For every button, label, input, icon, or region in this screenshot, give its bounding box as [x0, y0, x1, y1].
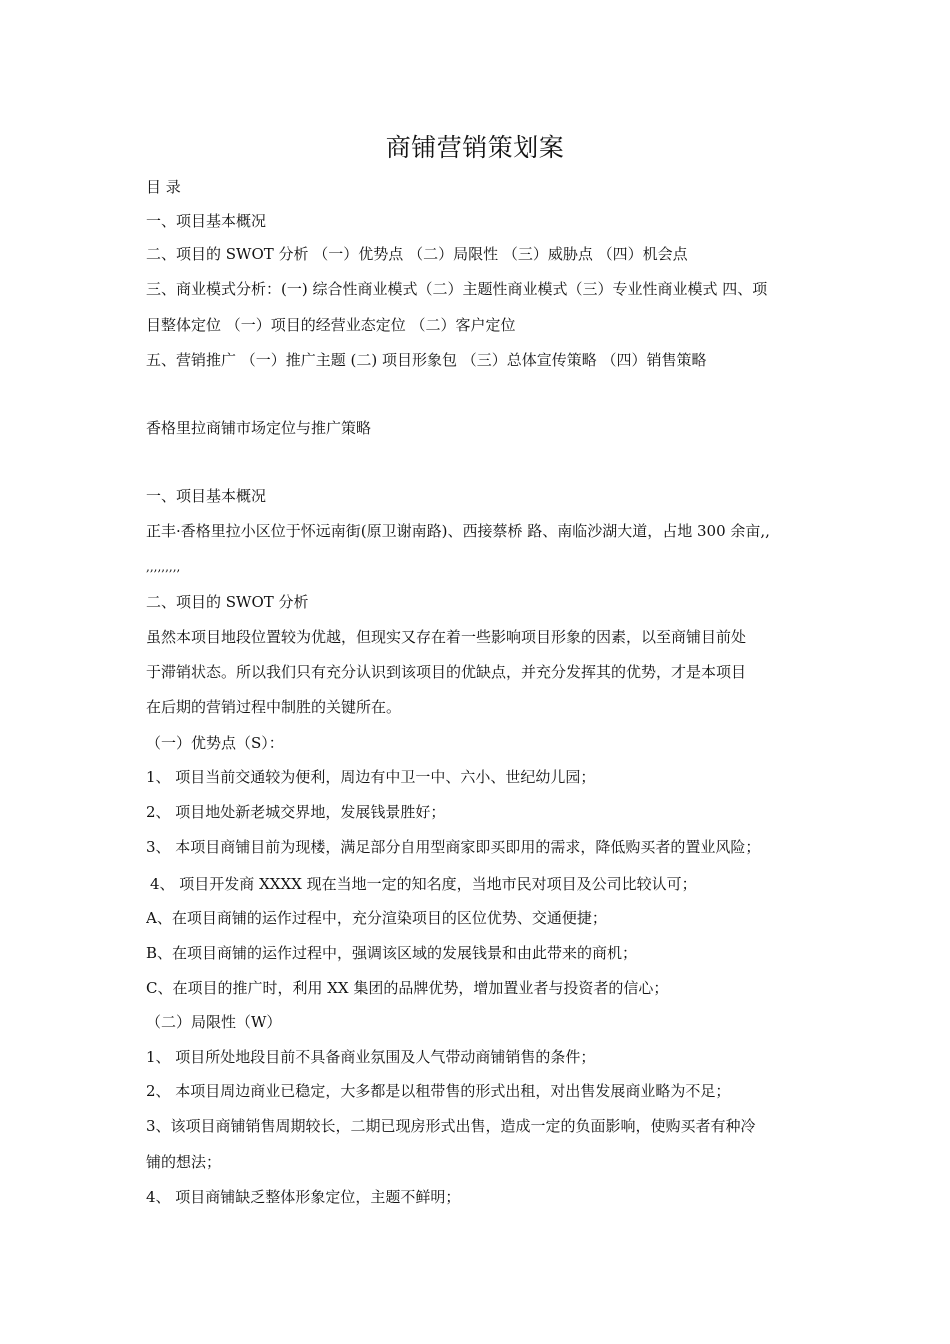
list-item: 2、 项目地处新老城交界地，发展钱景胜好；	[146, 803, 446, 821]
subsection-heading: （一）优势点（S）：	[146, 734, 284, 752]
toc-item: 三、商业模式分析：(一) 综合性商业模式（二）主题性商业模式（三）专业性商业模式 四、项	[146, 280, 768, 298]
list-item: 1、 项目所处地段目前不具备商业氛围及人气带动商铺销售的条件；	[146, 1048, 596, 1066]
paragraph-line: ,,,,,,,,,	[146, 560, 181, 574]
paragraph-line: 虽然本项目地段位置较为优越，但现实又存在着一些影响项目形象的因素，以至商铺目前处	[146, 628, 747, 646]
paragraph-line: 正丰·香格里拉小区位于怀远南街(原卫谢南路)、西接蔡桥 路、南临沙湖大道，占地 300 余亩,,	[146, 522, 770, 540]
list-item: 1、 项目当前交通较为便利，周边有中卫一中、六小、世纪幼儿园；	[146, 768, 596, 786]
paragraph-line: 于滞销状态。所以我们只有充分认识到该项目的优缺点，并充分发挥其的优势，才是本项目	[146, 663, 747, 681]
list-item: 2、 本项目周边商业已稳定，大多都是以租带售的形式出租，对出售发展商业略为不足；	[146, 1082, 731, 1100]
list-item: 4、 项目开发商 XXXX 现在当地一定的知名度，当地市民对项目及公司比较认可；	[150, 875, 697, 893]
subsection-heading: （二）局限性（W）	[146, 1013, 282, 1031]
toc-item: 一、项目基本概况	[146, 212, 267, 230]
list-item: A、在项目商铺的运作过程中，充分渲染项目的区位优势、交通便捷；	[146, 909, 607, 927]
section-heading: 二、项目的 SWOT 分析	[146, 593, 309, 611]
document-subtitle: 香格里拉商铺市场定位与推广策略	[146, 419, 372, 437]
toc-item: 五、营销推广 （一）推广主题 (二) 项目形象包 （三）总体宣传策略 （四）销售策略	[146, 351, 707, 369]
list-item: 4、 项目商铺缺乏整体形象定位，主题不鲜明；	[146, 1188, 461, 1206]
list-item: 铺的想法；	[146, 1153, 222, 1171]
list-item: C、在项目的推广时，利用 XX 集团的品牌优势，增加置业者与投资者的信心；	[146, 979, 669, 997]
document-title: 商铺营销策划案	[385, 133, 565, 162]
toc-item: 目整体定位 （一）项目的经营业态定位 （二）客户定位	[146, 316, 516, 334]
list-item: B、在项目商铺的运作过程中，强调该区域的发展钱景和由此带来的商机；	[146, 944, 638, 962]
section-heading: 一、项目基本概况	[146, 487, 267, 505]
paragraph-line: 在后期的营销过程中制胜的关键所在。	[146, 698, 402, 716]
list-item: 3、 本项目商铺目前为现楼，满足部分自用型商家即买即用的需求，降低购买者的置业风险；	[146, 838, 761, 856]
toc-heading: 目 录	[146, 178, 181, 196]
toc-item: 二、项目的 SWOT 分析 （一）优势点 （二）局限性 （三）威胁点 （四）机会点	[146, 245, 688, 263]
list-item: 3、该项目商铺销售周期较长，二期已现房形式出售，造成一定的负面影响，使购买者有种冷	[146, 1117, 756, 1135]
